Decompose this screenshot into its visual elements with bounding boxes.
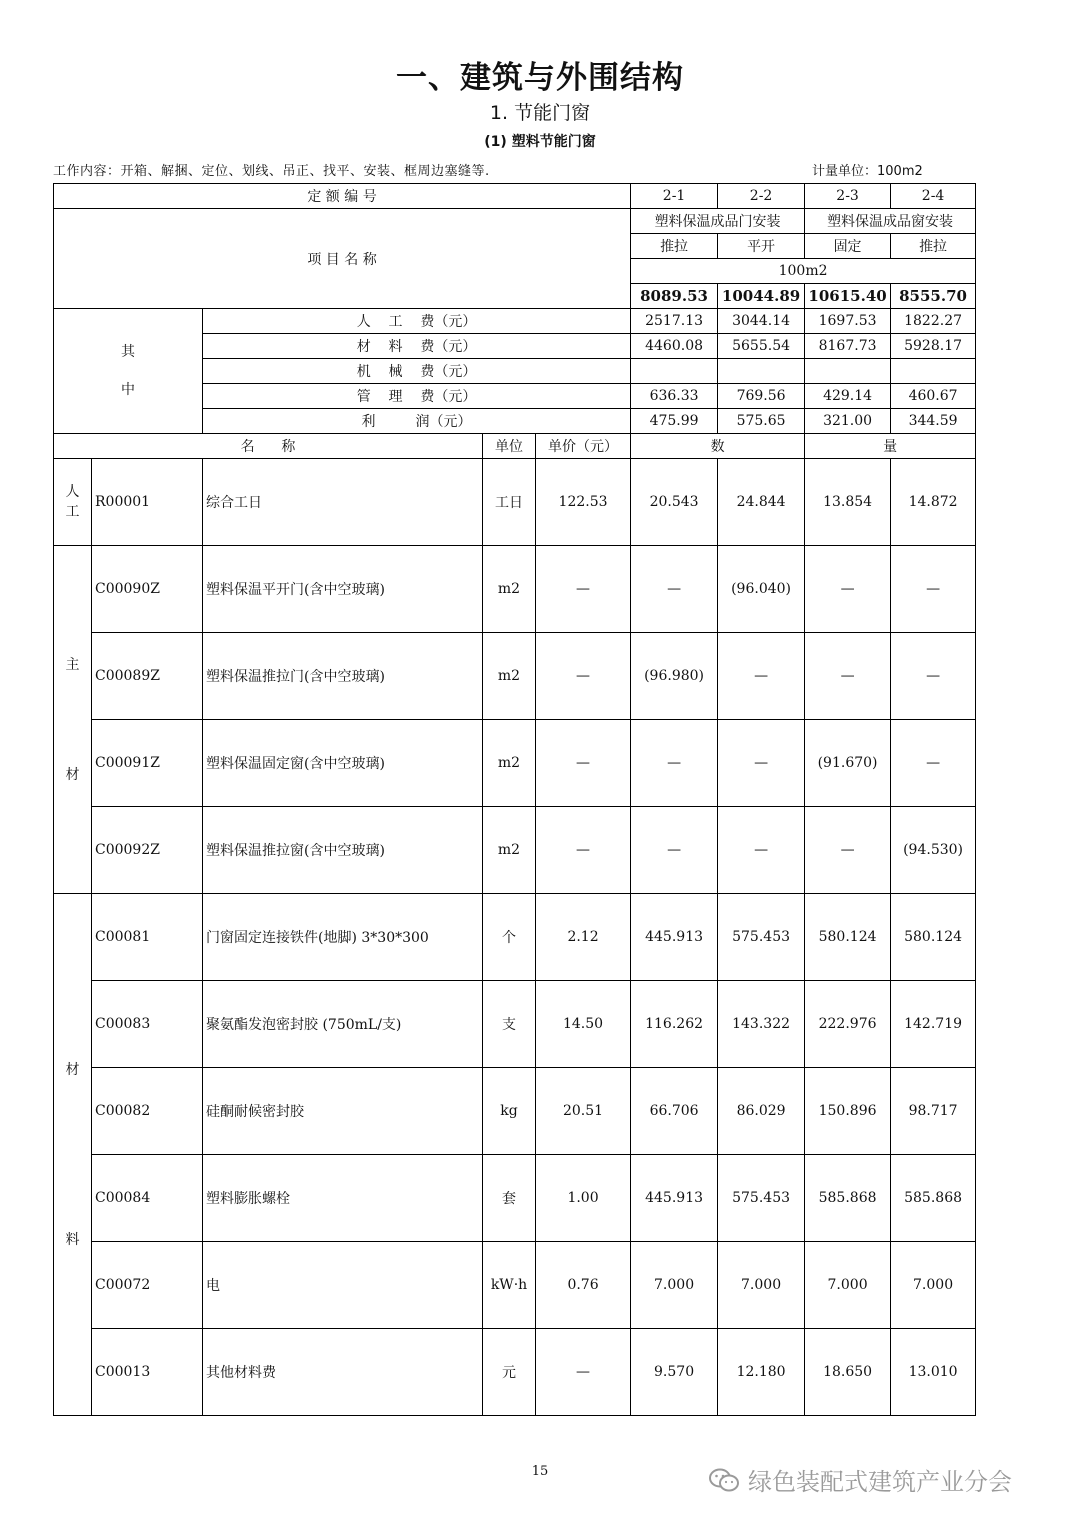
breakdown-value <box>805 359 891 384</box>
page-title: 一、建筑与外围结构 <box>396 60 684 96</box>
item-qty: 18.650 <box>805 1329 891 1416</box>
item-unit: m2 <box>483 807 536 894</box>
column-unit: 单位 <box>483 434 536 459</box>
material-group <box>54 894 92 1416</box>
labor-group-label: 工 <box>65 504 80 520</box>
item-qty: 9.570 <box>631 1329 718 1416</box>
item-qty: 13.854 <box>805 459 891 546</box>
item-name-label: 项 目 名 称 <box>54 209 631 309</box>
item-qty: (94.530) <box>891 807 976 894</box>
quota-table <box>53 183 976 1416</box>
breakdown-value: 429.14 <box>805 384 891 409</box>
code-cell: 2-1 <box>631 184 718 209</box>
column-price: 单价（元） <box>536 434 631 459</box>
code-cell: 2-4 <box>891 184 976 209</box>
code-label: 定 额 编 号 <box>54 184 631 209</box>
measurement-unit: 计量单位：100m2 <box>812 164 923 179</box>
item-qty: 86.029 <box>718 1068 805 1155</box>
item-unit: m2 <box>483 546 536 633</box>
item-code: C00083 <box>92 981 203 1068</box>
item-qty: 98.717 <box>891 1068 976 1155</box>
item-unit: 支 <box>483 981 536 1068</box>
total-cell: 10615.40 <box>805 284 891 309</box>
item-price: 0.76 <box>536 1242 631 1329</box>
item-name: 塑料保温平开门(含中空玻璃) <box>203 546 483 633</box>
code-row <box>54 184 976 209</box>
column-qty-1: 数 <box>631 434 805 459</box>
total-cell: 10044.89 <box>718 284 805 309</box>
material-row <box>54 981 976 1068</box>
total-cell: 8555.70 <box>891 284 976 309</box>
column-qty-2: 量 <box>805 434 976 459</box>
item-code: C00089Z <box>92 633 203 720</box>
item-price: 14.50 <box>536 981 631 1068</box>
total-cell: 8089.53 <box>631 284 718 309</box>
item-code: R00001 <box>92 459 203 546</box>
labor-row <box>54 459 976 546</box>
breakdown-name: 机 械 费（元） <box>203 359 631 384</box>
breakdown-group-label: 中 <box>121 382 135 398</box>
item-qty: 575.453 <box>718 1155 805 1242</box>
item-qty: 66.706 <box>631 1068 718 1155</box>
subtype-cell: 固定 <box>805 234 891 259</box>
material-group-label: 料 <box>65 1231 80 1248</box>
main-material-row <box>54 633 976 720</box>
item-qty: — <box>891 720 976 807</box>
item-code: C00092Z <box>92 807 203 894</box>
item-qty: 13.010 <box>891 1329 976 1416</box>
group-row <box>54 209 976 234</box>
breakdown-name: 利 润（元） <box>203 409 631 434</box>
breakdown-value: 321.00 <box>805 409 891 434</box>
item-name: 其他材料费 <box>203 1329 483 1416</box>
item-qty: 575.453 <box>718 894 805 981</box>
page-number: 15 <box>531 1464 549 1479</box>
breakdown-value: 1697.53 <box>805 309 891 334</box>
item-qty: — <box>891 633 976 720</box>
breakdown-value: 1822.27 <box>891 309 976 334</box>
item-qty: 7.000 <box>718 1242 805 1329</box>
item-name: 塑料膨胀螺栓 <box>203 1155 483 1242</box>
breakdown-value: 475.99 <box>631 409 718 434</box>
group-door: 塑料保温成品门安装 <box>631 209 805 234</box>
item-code: C00090Z <box>92 546 203 633</box>
item-price: — <box>536 546 631 633</box>
item-qty: (96.980) <box>631 633 718 720</box>
item-qty: 150.896 <box>805 1068 891 1155</box>
item-qty: 580.124 <box>891 894 976 981</box>
item-qty: 12.180 <box>718 1329 805 1416</box>
breakdown-value <box>891 359 976 384</box>
item-unit: kW·h <box>483 1242 536 1329</box>
item-qty: — <box>805 633 891 720</box>
item-price: 1.00 <box>536 1155 631 1242</box>
code-cell: 2-2 <box>718 184 805 209</box>
item-name: 综合工日 <box>203 459 483 546</box>
labor-group-label: 人 <box>65 484 80 500</box>
item-qty: 445.913 <box>631 1155 718 1242</box>
main-material-group-label: 主 <box>65 656 80 673</box>
breakdown-value: 575.65 <box>718 409 805 434</box>
item-name: 硅酮耐候密封胶 <box>203 1068 483 1155</box>
item-qty: 580.124 <box>805 894 891 981</box>
breakdown-value: 5928.17 <box>891 334 976 359</box>
wechat-icon <box>708 1467 740 1493</box>
item-name: 塑料保温推拉门(含中空玻璃) <box>203 633 483 720</box>
item-qty: 24.844 <box>718 459 805 546</box>
item-qty: — <box>805 546 891 633</box>
watermark <box>708 1462 1012 1497</box>
item-qty: — <box>805 807 891 894</box>
main-material-group-label: 材 <box>65 766 80 783</box>
labor-group <box>54 459 92 546</box>
item-qty: 14.872 <box>891 459 976 546</box>
item-price: — <box>536 1329 631 1416</box>
item-price: — <box>536 633 631 720</box>
item-qty: — <box>718 807 805 894</box>
material-row <box>54 1068 976 1155</box>
item-name: 电 <box>203 1242 483 1329</box>
item-qty: (96.040) <box>718 546 805 633</box>
material-row <box>54 1242 976 1329</box>
breakdown-value: 4460.08 <box>631 334 718 359</box>
breakdown-value <box>718 359 805 384</box>
group-window: 塑料保温成品窗安装 <box>805 209 976 234</box>
watermark-text: 绿色装配式建筑产业分会 <box>748 1468 1012 1496</box>
main-material-group <box>54 546 92 894</box>
column-header-row <box>54 434 976 459</box>
column-name: 名 称 <box>54 434 483 459</box>
item-qty: 585.868 <box>891 1155 976 1242</box>
breakdown-value <box>631 359 718 384</box>
item-unit: 元 <box>483 1329 536 1416</box>
item-qty: 7.000 <box>805 1242 891 1329</box>
material-row <box>54 1155 976 1242</box>
item-name: 门窗固定连接铁件(地脚) 3*30*300 <box>203 894 483 981</box>
main-material-row <box>54 807 976 894</box>
breakdown-name: 管 理 费（元） <box>203 384 631 409</box>
breakdown-value: 2517.13 <box>631 309 718 334</box>
item-qty: — <box>718 633 805 720</box>
item-name: 聚氨酯发泡密封胶 (750mL/支) <box>203 981 483 1068</box>
item-qty: (91.670) <box>805 720 891 807</box>
item-qty: — <box>631 546 718 633</box>
breakdown-name: 材 料 费（元） <box>203 334 631 359</box>
item-qty: — <box>631 720 718 807</box>
breakdown-value: 5655.54 <box>718 334 805 359</box>
work-content: 工作内容：开箱、解捆、定位、划线、吊正、找平、安装、框周边塞缝等. <box>53 164 490 179</box>
subsection-title: (1) 塑料节能门窗 <box>484 134 596 150</box>
item-unit: m2 <box>483 633 536 720</box>
item-qty: 585.868 <box>805 1155 891 1242</box>
item-code: C00013 <box>92 1329 203 1416</box>
code-cell: 2-3 <box>805 184 891 209</box>
subtype-cell: 平开 <box>718 234 805 259</box>
item-code: C00072 <box>92 1242 203 1329</box>
item-qty: 143.322 <box>718 981 805 1068</box>
item-qty: 7.000 <box>631 1242 718 1329</box>
breakdown-value: 769.56 <box>718 384 805 409</box>
item-qty: — <box>718 720 805 807</box>
unit-row-cell: 100m2 <box>631 259 976 284</box>
material-row <box>54 1329 976 1416</box>
main-material-row <box>54 720 976 807</box>
breakdown-group-label: 其 <box>121 344 135 360</box>
item-qty: 7.000 <box>891 1242 976 1329</box>
breakdown-value: 344.59 <box>891 409 976 434</box>
item-code: C00081 <box>92 894 203 981</box>
breakdown-row <box>54 309 976 334</box>
item-code: C00091Z <box>92 720 203 807</box>
item-price: 2.12 <box>536 894 631 981</box>
item-code: C00084 <box>92 1155 203 1242</box>
breakdown-name: 人 工 费（元） <box>203 309 631 334</box>
breakdown-value: 636.33 <box>631 384 718 409</box>
material-row <box>54 894 976 981</box>
item-price: 122.53 <box>536 459 631 546</box>
subtype-cell: 推拉 <box>891 234 976 259</box>
item-qty: — <box>631 807 718 894</box>
breakdown-value: 3044.14 <box>718 309 805 334</box>
item-price: 20.51 <box>536 1068 631 1155</box>
item-unit: 工日 <box>483 459 536 546</box>
item-code: C00082 <box>92 1068 203 1155</box>
main-material-row <box>54 546 976 633</box>
subtype-cell: 推拉 <box>631 234 718 259</box>
item-price: — <box>536 807 631 894</box>
item-qty: 20.543 <box>631 459 718 546</box>
item-qty: 116.262 <box>631 981 718 1068</box>
breakdown-value: 8167.73 <box>805 334 891 359</box>
item-unit: m2 <box>483 720 536 807</box>
item-price: — <box>536 720 631 807</box>
item-qty: 445.913 <box>631 894 718 981</box>
item-unit: 套 <box>483 1155 536 1242</box>
material-group-label: 材 <box>65 1061 80 1078</box>
item-name: 塑料保温固定窗(含中空玻璃) <box>203 720 483 807</box>
item-unit: kg <box>483 1068 536 1155</box>
item-qty: 142.719 <box>891 981 976 1068</box>
item-unit: 个 <box>483 894 536 981</box>
item-qty: 222.976 <box>805 981 891 1068</box>
item-name: 塑料保温推拉窗(含中空玻璃) <box>203 807 483 894</box>
item-qty: — <box>891 546 976 633</box>
breakdown-value: 460.67 <box>891 384 976 409</box>
section-title: 1. 节能门窗 <box>489 102 591 124</box>
breakdown-group <box>54 309 203 434</box>
